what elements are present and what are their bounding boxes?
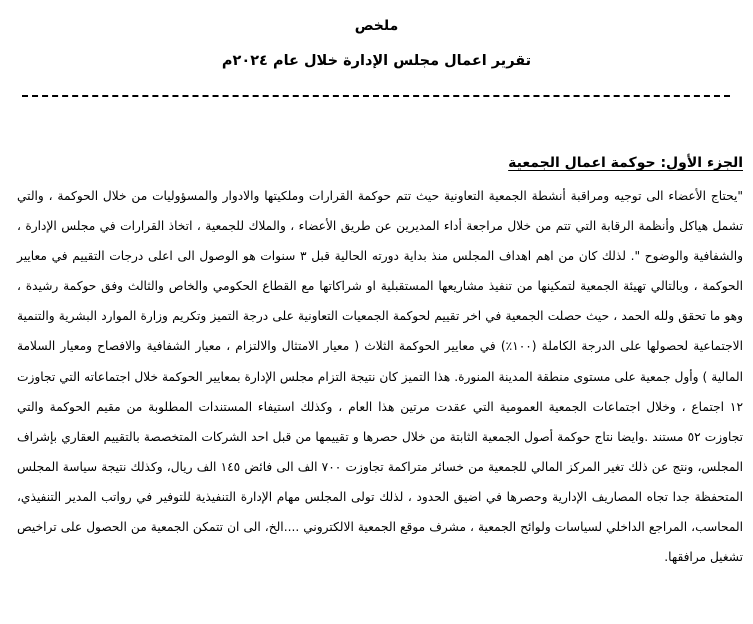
report-title: تقرير اعمال مجلس الإدارة خلال عام ٢٠٢٤م (221, 53, 532, 69)
summary-label: ملخص (354, 18, 399, 34)
dashed-divider (22, 95, 730, 97)
body-paragraph: "يحتاج الأعضاء الى توجيه ومراقبة أنشطة الجمعية التعاونية حيث تتم حوكمة القرارات وملكيتها والادوار والمسؤوليات من خلال الحوكمة ، والتي تشمل هياكل وأنظمة الرقابة التي تتم من خلال مراجعة أداء المديرين عن طريق الأعضاء ، والملاك للجمعية ، اتخاذ القرارات في مجلس الإدارة ، والشفافية والوضوح ". لذلك كان من اهم اهداف المجلس منذ بداية دورته الحالية قبل ٣ سنوات هو الوصول الى اعلى درجات التقييم في معايير الحوكمة ، وبالتالي تهيئة الجمعية لتمكينها من تنفيذ مشاريعها المستقبلية او شراكاتها مع القطاع الحكومي والخاص والثالث وفق حوكمة رشيدة ، وهو ما تحقق ولله الحمد ، حيث حصلت الجمعية في اخر تقييم لحوكمة الجمعيات التعاونية على درجة التميز وتكريم وزارة الموارد البشرية والتنمية الاجتماعية لحصولها على الدرجة الكاملة (١٠٠٪) في معايير الحوكمة الثلاث ( معيار الامتثال والالتزام ، معيار الشفافية والافصاح ومعيار السلامة المالية ) وأول جمعية على مستوى منطقة المدينة المنورة. هذا التميز كان نتيجة التزام مجلس الإدارة بمعايير الحوكمة خلال اجتماعاته التي تجاوزت ١٢ اجتماع ، وخلال اجتماعات الجمعية العمومية التي عقدت مرتين هذا العام ، وكذلك استيفاء المستندات المطلوبة من مقيم الحوكمة والتي تجاوزت ٥٢ مستند .وايضا نتاج حوكمة أصول الجمعية الثابتة من خلال حصرها و تقييمها من قبل احد الشركات المتخصصة بالتقييم العقاري بإشراف المجلس، ونتج عن ذلك تغير المركز المالي للجمعية من خسائر متراكمة تجاوزت ٧٠٠ الف الى فائض ١٤٥ الف ريال، وكذلك نتيجة سياسة المجلس المتحفظة جدا تجاه المصاريف الإدارية وحصرها في اضيق الحدود ، لذلك تولى المجلس مهام الإدارة التنفيذية للتوفير في رواتب المدير التنفيذي، المحاسب، المراجع الداخلي لسياسات ولوائح الجمعية ، مشرف موقع الجمعية الالكتروني ....الخ، الى ان تتمكن الجمعية من الحصول على تراخيص تشغيل مرافقها. (17, 189, 744, 565)
section-heading: الجزء الأول: حوكمة اعمال الجمعية (508, 155, 743, 171)
